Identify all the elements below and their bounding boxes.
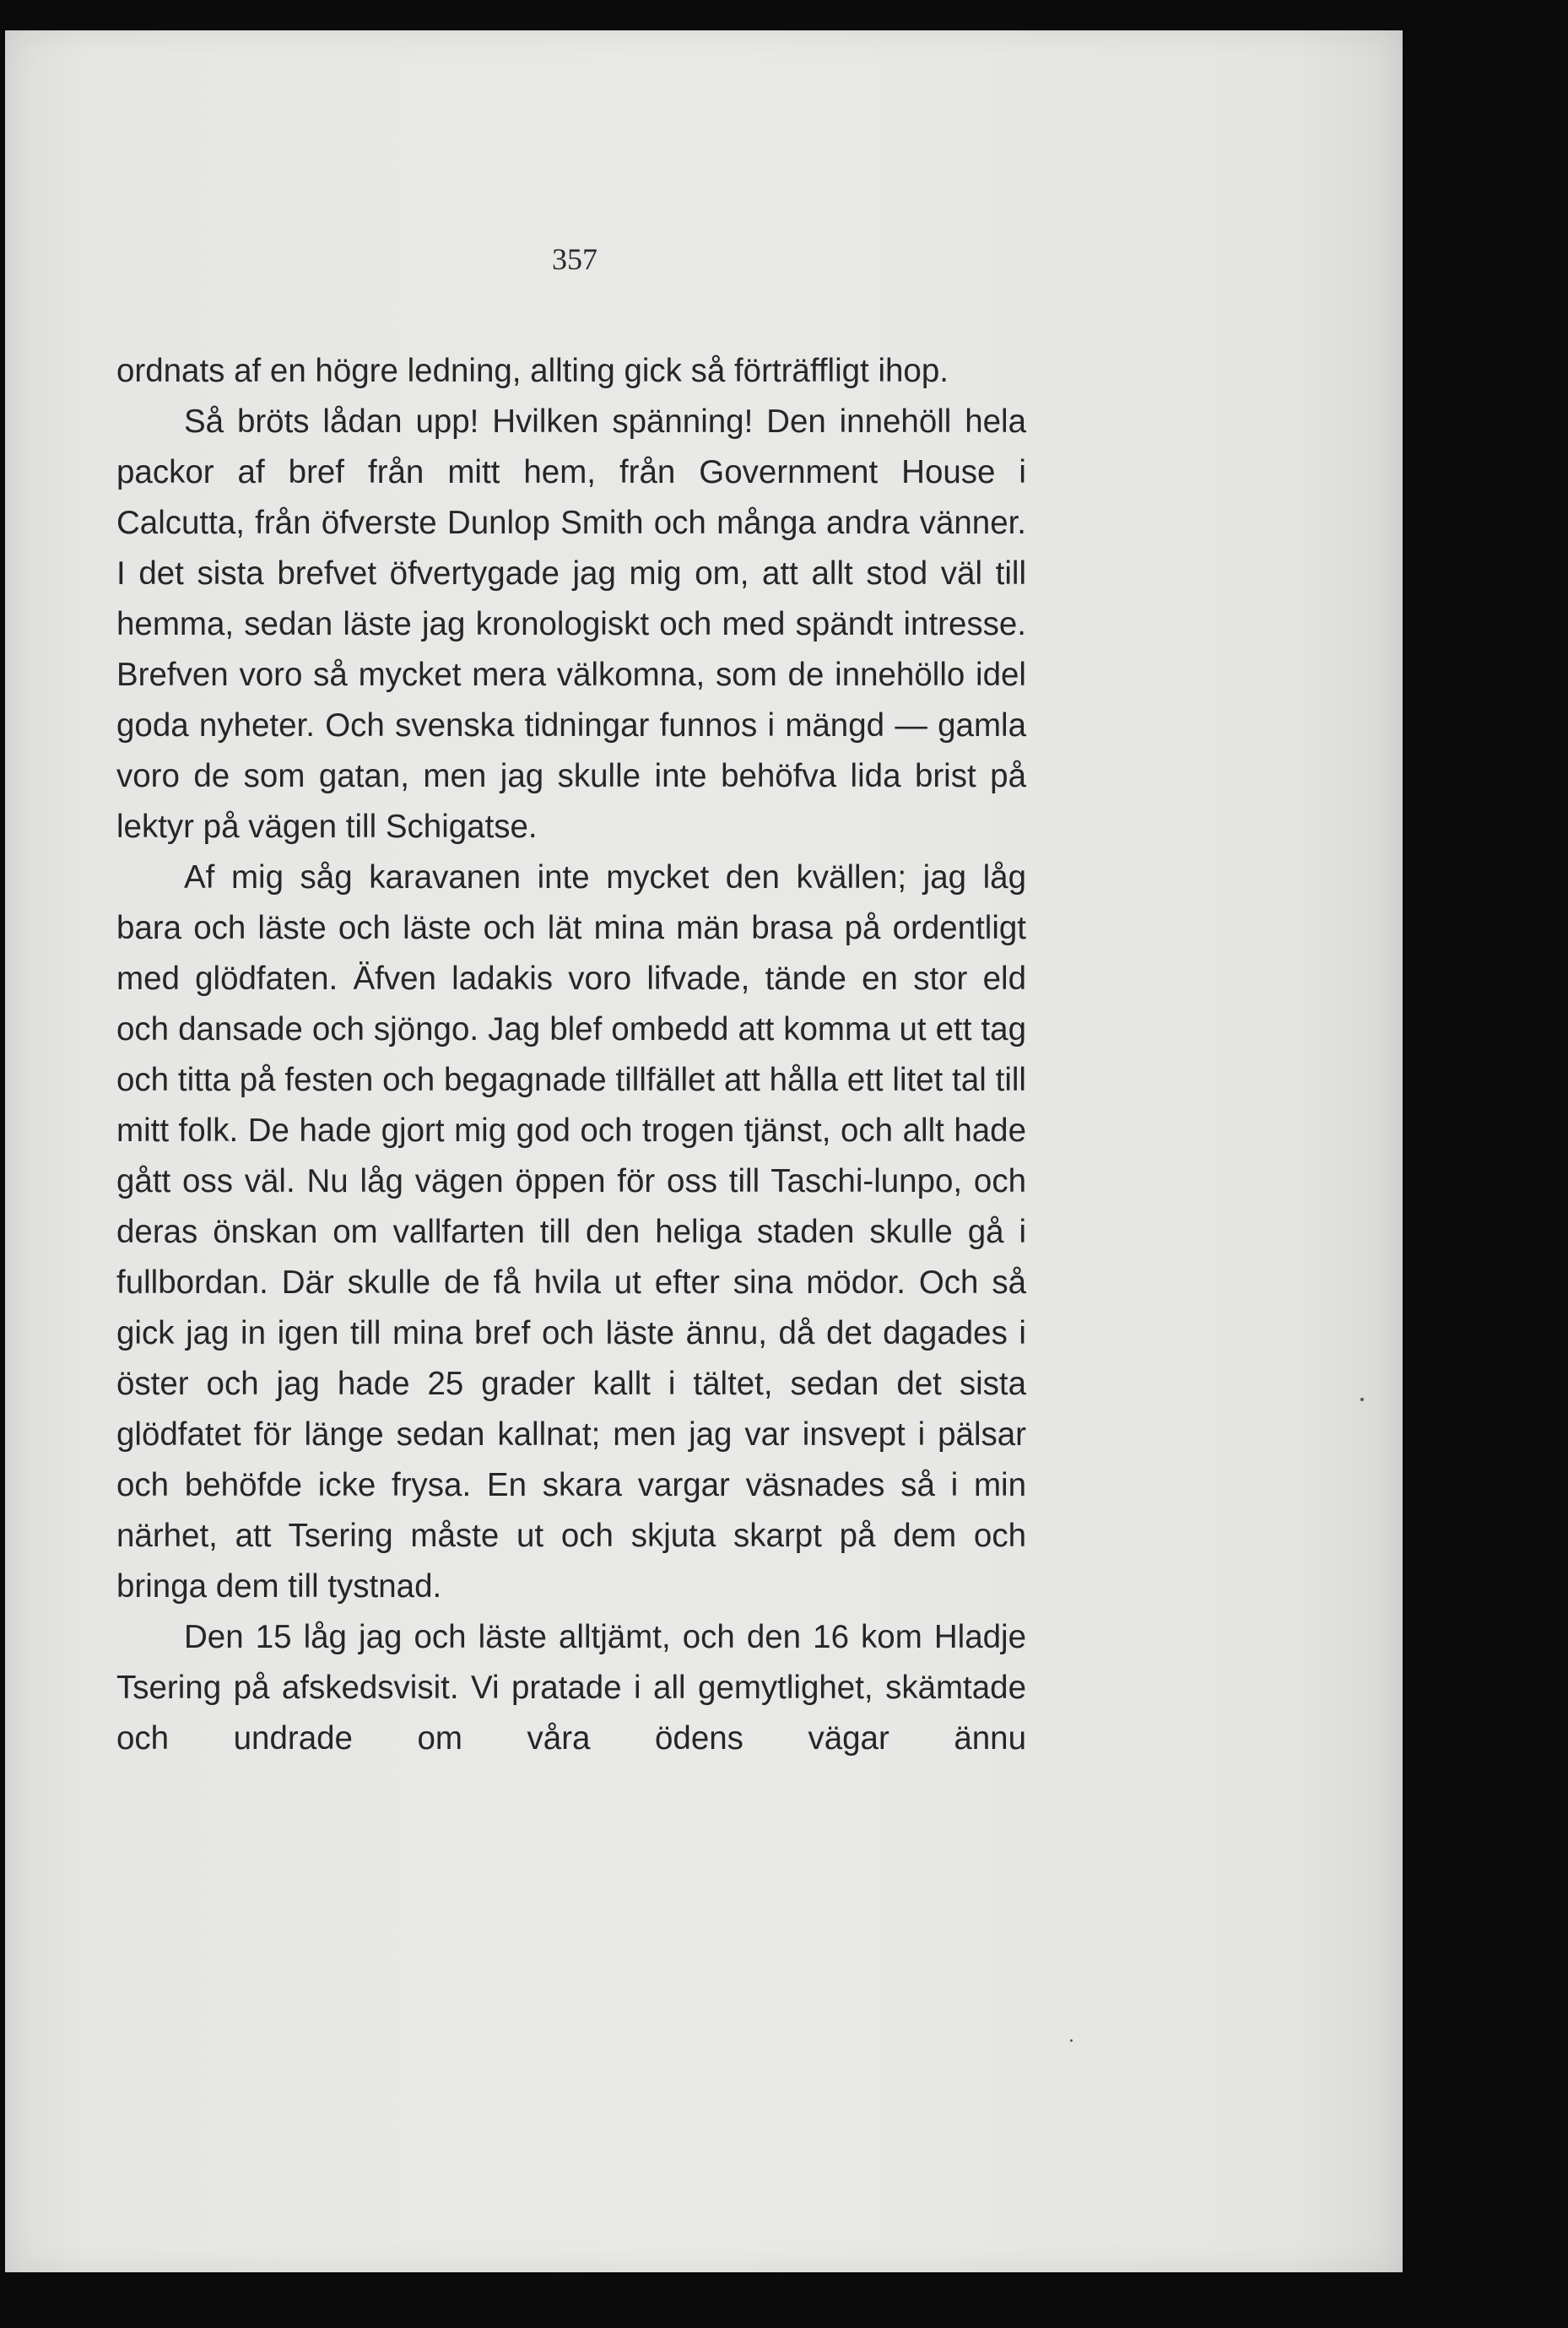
paragraph-3: Af mig såg karavanen inte mycket den kvällen; jag låg bara och läste och läste och lät mina män brasa på ordentligt med glödfaten. Äfven ladakis voro lifvade, tände en stor eld och dansade och sjöngo. Jag blef ombedd att komma ut ett tag och titta på festen och begagnade tillfället att hålla ett litet tal till mitt folk. De hade gjort mig god och trogen tjänst, och allt hade gått oss väl. Nu låg vägen öppen för oss till Taschi-lunpo, och deras önskan om vallfarten till den heliga staden skulle gå i fullbordan. Där skulle de få hvila ut efter sina mödor. Och så gick jag in igen till mina bref och läste ännu, då det dagades i öster och jag hade 25 grader kallt i tältet, sedan det sista glödfatet för länge sedan kallnat; men jag var insvept i pälsar och behöfde icke frysa. En skara vargar väsnades så i min närhet, att Tsering måste ut och skjuta skarpt på dem och bringa dem till tystnad.: [116, 859, 1026, 1605]
paragraph-1: ordnats af en högre ledning, allting gick så förträffligt ihop.: [116, 353, 949, 389]
paragraph-2: Så bröts lådan upp! Hvilken spänning! Den innehöll hela packor af bref från mitt hem, från Government House i Calcutta, från öfverste Dunlop Smith och många andra vänner. I det sista brefvet öfvertygade jag mig om, att allt stod väl till hemma, sedan läste jag kronologiskt och med spändt intresse. Brefven voro så mycket mera välkomna, som de innehöllo idel goda nyheter. Och svenska tidningar funnos i mängd — gamla voro de som gatan, men jag skulle inte behöfva lida brist på lektyr på vägen till Schigatse.: [116, 403, 1026, 845]
page-number: 357: [552, 242, 597, 276]
paper-speck: [1070, 2039, 1073, 2042]
paper-sheet: [5, 30, 1403, 2272]
paper-speck: [1360, 1398, 1364, 1401]
paragraph-4: Den 15 låg jag och läste alltjämt, och den 16 kom Hladje Tsering på afskedsvisit. Vi pratade i all gemytlighet, skämtade och undrade om våra ödens vägar ännu: [116, 1619, 1026, 1757]
body-text: [116, 346, 1026, 1764]
